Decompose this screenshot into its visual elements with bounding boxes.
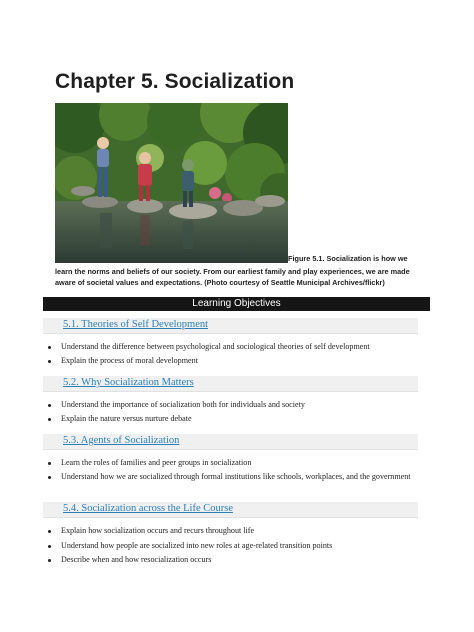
figure-photo <box>55 103 288 263</box>
list-item: Understand how we are socialized through formal institutions like schools, workplaces, and the government <box>48 472 418 482</box>
bullet-icon <box>48 462 51 465</box>
bullet-icon <box>48 545 51 548</box>
bullet-icon <box>48 404 51 407</box>
figure-caption-lead: Figure 5.1. Socialization is how we <box>288 254 408 263</box>
section-link-5-4[interactable]: 5.4. Socialization across the Life Course <box>63 503 233 514</box>
bullet-icon <box>48 360 51 363</box>
figure-caption-body: learn the norms and beliefs of our society. From our earliest family and play experiences, we are made aware of societal values and expectations. (Photo courtesy of Seattle Municipal Archives/flickr) <box>55 267 410 287</box>
bullet-icon <box>48 559 51 562</box>
list-item: Understand the importance of socialization both for individuals and society <box>48 400 418 410</box>
list-item: Understand the difference between psychological and sociological theories of self development <box>48 342 418 352</box>
list-item: Explain the process of moral development <box>48 356 418 366</box>
section-link-5-3[interactable]: 5.3. Agents of Socialization <box>63 435 180 446</box>
section-link-5-2[interactable]: 5.2. Why Socialization Matters <box>63 377 194 388</box>
learning-objectives-header: Learning Objectives <box>43 297 430 311</box>
section-heading-5-3 <box>43 434 418 450</box>
bullet-icon <box>48 346 51 349</box>
section-heading-5-4 <box>43 502 418 518</box>
bullet-icon <box>48 530 51 533</box>
list-item: Describe when and how resocialization occurs <box>48 555 418 565</box>
chapter-title: Chapter 5. Socialization <box>55 70 295 93</box>
list-item: Explain how socialization occurs and recurs throughout life <box>48 526 418 536</box>
section-heading-5-1 <box>43 318 418 334</box>
bullet-icon <box>48 476 51 479</box>
list-item: Learn the roles of families and peer groups in socialization <box>48 458 418 468</box>
list-item: Explain the nature versus nurture debate <box>48 414 418 424</box>
section-link-5-1[interactable]: 5.1. Theories of Self Development <box>63 319 209 330</box>
section-heading-5-2 <box>43 376 418 392</box>
list-item: Understand how people are socialized into new roles at age-related transition points <box>48 541 418 551</box>
bullet-icon <box>48 418 51 421</box>
